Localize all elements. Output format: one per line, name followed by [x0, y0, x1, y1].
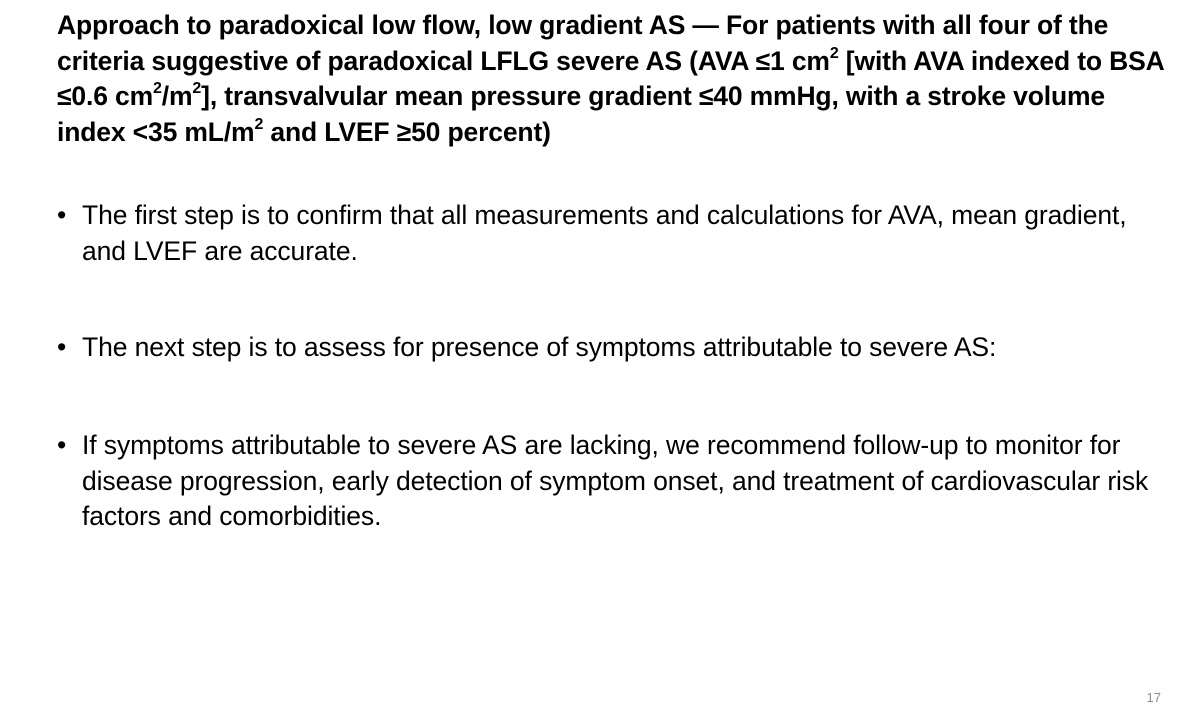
slide-title	[57, 8, 1167, 150]
bullet-item-follow-up	[57, 428, 1167, 535]
bullet-dot-icon: •	[57, 430, 67, 460]
bullet-dot-icon: •	[57, 200, 67, 230]
title-text-2: [with AVA indexed to BSA ≤0.6 cm	[57, 45, 1164, 111]
title-superscript-3: 2	[192, 80, 202, 98]
title-superscript-1: 2	[829, 44, 839, 62]
bullet-item-confirm-measurements	[57, 198, 1167, 269]
bullet-text: The next step is to assess for presence of symptoms attributable to severe AS:	[82, 332, 997, 362]
page-number: 17	[1146, 690, 1161, 705]
title-superscript-4: 2	[254, 115, 264, 133]
bullet-item-assess-symptoms	[57, 330, 1167, 366]
title-superscript-2: 2	[153, 80, 162, 98]
title-text-4: ], transvalvular mean pressure gradient ≤40 mmHg, with a stroke volume index <35 mL/m	[57, 81, 1106, 147]
title-text-5: and LVEF ≥50 percent)	[263, 116, 551, 147]
bullet-text: The first step is to confirm that all measurements and calculations for AVA, mean gradient, and LVEF are accurate.	[82, 200, 1127, 266]
title-text-3: /m	[161, 81, 193, 111]
bullet-dot-icon: •	[57, 332, 67, 362]
bullet-text: If symptoms attributable to severe AS are lacking, we recommend follow-up to monitor for disease progression, early detection of symptom onset, and treatment of cardiovascular risk factors and comorbidities.	[82, 430, 1149, 531]
title-text-1: Approach to paradoxical low flow, low gradient AS — For patients with all four of the criteria suggestive of paradoxical LFLG severe AS (AVA ≤1 cm	[57, 10, 1109, 76]
